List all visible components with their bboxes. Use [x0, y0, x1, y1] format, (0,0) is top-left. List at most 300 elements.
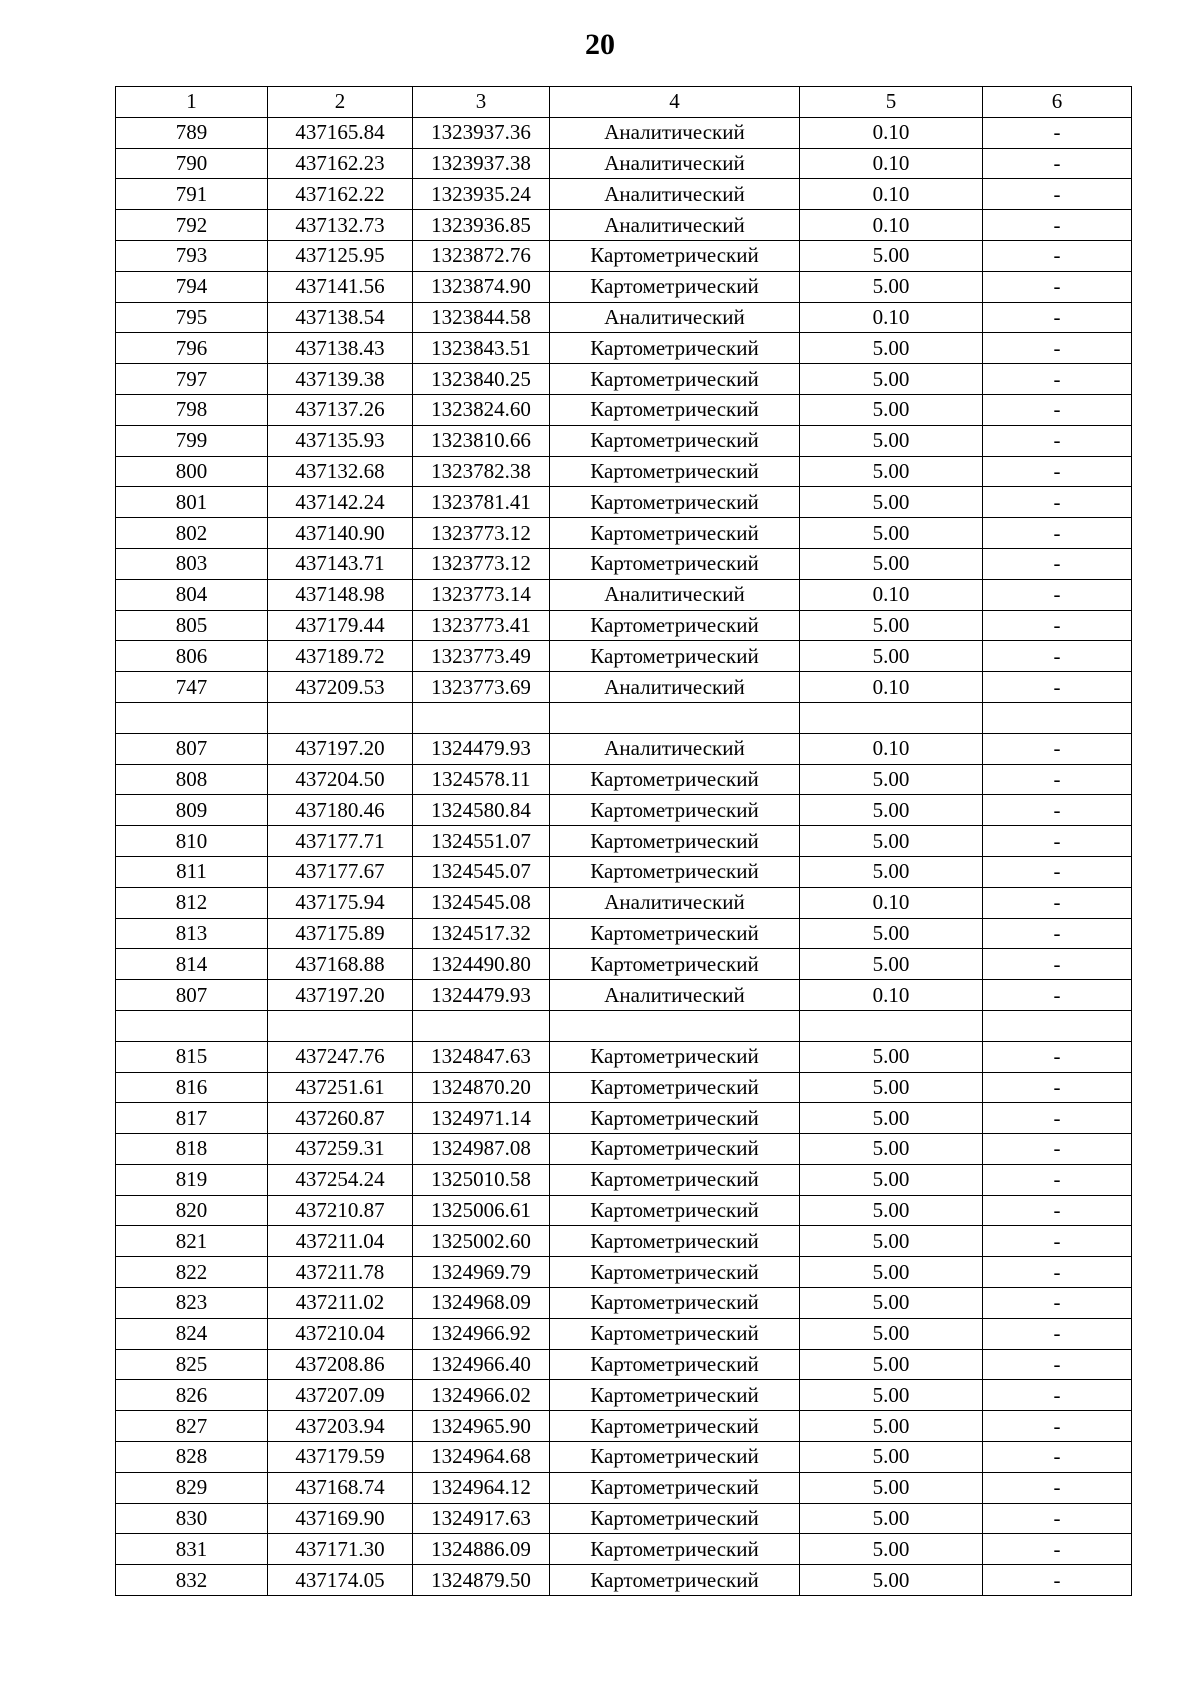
table-cell: 5.00 — [800, 333, 983, 364]
table-cell: 5.00 — [800, 1226, 983, 1257]
table-cell: 5.00 — [800, 949, 983, 980]
table-row — [116, 1010, 1132, 1041]
table-cell: 798 — [116, 394, 268, 425]
table-row — [116, 394, 1132, 425]
table-cell: 437197.20 — [268, 733, 413, 764]
table-cell: 811 — [116, 856, 268, 887]
table-cell: 801 — [116, 487, 268, 518]
table-cell: - — [983, 641, 1132, 672]
table-row — [116, 887, 1132, 918]
table-cell: Картометрический — [550, 826, 800, 857]
table-cell: 1323773.14 — [413, 579, 550, 610]
table-cell: - — [983, 425, 1132, 456]
table-cell: 5.00 — [800, 394, 983, 425]
table-cell: 5.00 — [800, 271, 983, 302]
table-cell: 813 — [116, 918, 268, 949]
table-cell: Картометрический — [550, 918, 800, 949]
table-cell: Картометрический — [550, 795, 800, 826]
table-cell: Картометрический — [550, 1534, 800, 1565]
table-cell: 1323935.24 — [413, 179, 550, 210]
table-cell — [116, 702, 268, 733]
table-cell: 823 — [116, 1288, 268, 1319]
table-cell: 793 — [116, 240, 268, 271]
table-cell: 818 — [116, 1134, 268, 1165]
table-cell: Картометрический — [550, 1134, 800, 1165]
table-cell: - — [983, 333, 1132, 364]
table-row — [116, 1195, 1132, 1226]
table-cell: 1324847.63 — [413, 1041, 550, 1072]
table-cell: 437165.84 — [268, 117, 413, 148]
table-cell: 1324964.68 — [413, 1442, 550, 1473]
table-cell: - — [983, 1534, 1132, 1565]
table-cell: 5.00 — [800, 795, 983, 826]
table-cell: 747 — [116, 672, 268, 703]
table-cell: 1324490.80 — [413, 949, 550, 980]
table-cell: Картометрический — [550, 764, 800, 795]
table-cell: 812 — [116, 887, 268, 918]
table-cell: 809 — [116, 795, 268, 826]
table-row — [116, 1349, 1132, 1380]
table-row — [116, 641, 1132, 672]
table-cell: - — [983, 1257, 1132, 1288]
table-cell: 808 — [116, 764, 268, 795]
table-cell: - — [983, 210, 1132, 241]
table-cell: 437211.02 — [268, 1288, 413, 1319]
table-row — [116, 579, 1132, 610]
table-cell: 0.10 — [800, 579, 983, 610]
column-header: 4 — [550, 87, 800, 118]
table-cell: 5.00 — [800, 364, 983, 395]
table-cell: 831 — [116, 1534, 268, 1565]
table-row — [116, 949, 1132, 980]
table-cell: - — [983, 1134, 1132, 1165]
table-cell: - — [983, 980, 1132, 1011]
page-number: 20 — [585, 28, 615, 61]
table-cell: 437171.30 — [268, 1534, 413, 1565]
table-cell: 1323810.66 — [413, 425, 550, 456]
table-row — [116, 1534, 1132, 1565]
table-cell: - — [983, 1472, 1132, 1503]
table-cell: 1324917.63 — [413, 1503, 550, 1534]
table-row — [116, 1442, 1132, 1473]
table-cell: 1324966.92 — [413, 1318, 550, 1349]
table-cell: Картометрический — [550, 1072, 800, 1103]
table-cell: 437251.61 — [268, 1072, 413, 1103]
table-cell: 1323872.76 — [413, 240, 550, 271]
table-cell: - — [983, 610, 1132, 641]
table-cell: 1324971.14 — [413, 1103, 550, 1134]
table-cell: 437175.89 — [268, 918, 413, 949]
table-cell: 832 — [116, 1565, 268, 1596]
table-cell: Картометрический — [550, 1195, 800, 1226]
table-row — [116, 333, 1132, 364]
table-cell: 5.00 — [800, 610, 983, 641]
table-cell: - — [983, 117, 1132, 148]
table-cell: 1323937.36 — [413, 117, 550, 148]
table-cell: - — [983, 579, 1132, 610]
table-cell: Картометрический — [550, 1442, 800, 1473]
table-cell: 0.10 — [800, 672, 983, 703]
table-cell: 437259.31 — [268, 1134, 413, 1165]
table-cell: 5.00 — [800, 1442, 983, 1473]
table-cell: 437148.98 — [268, 579, 413, 610]
table-cell: 437132.73 — [268, 210, 413, 241]
table-cell: - — [983, 179, 1132, 210]
table-cell: - — [983, 1288, 1132, 1319]
table-cell: Картометрический — [550, 1503, 800, 1534]
table-cell: 807 — [116, 733, 268, 764]
table-cell: Аналитический — [550, 210, 800, 241]
table-cell — [800, 1010, 983, 1041]
table-cell: - — [983, 487, 1132, 518]
table-cell: 791 — [116, 179, 268, 210]
table-cell: 1324966.40 — [413, 1349, 550, 1380]
table-row — [116, 518, 1132, 549]
table-cell: - — [983, 1503, 1132, 1534]
table-cell: 5.00 — [800, 487, 983, 518]
table-cell: Картометрический — [550, 1318, 800, 1349]
table-row — [116, 1257, 1132, 1288]
table-cell: 1324479.93 — [413, 980, 550, 1011]
table-cell: - — [983, 1442, 1132, 1473]
table-cell: 789 — [116, 117, 268, 148]
table-row — [116, 210, 1132, 241]
table-cell: - — [983, 1349, 1132, 1380]
table-cell: - — [983, 271, 1132, 302]
table-cell: 1325002.60 — [413, 1226, 550, 1257]
table-cell: 437197.20 — [268, 980, 413, 1011]
table-cell: - — [983, 949, 1132, 980]
table-cell: 1324551.07 — [413, 826, 550, 857]
table-cell: 5.00 — [800, 856, 983, 887]
table-cell: - — [983, 1411, 1132, 1442]
table-cell: 437175.94 — [268, 887, 413, 918]
table-cell: 1324969.79 — [413, 1257, 550, 1288]
table-cell: 1324517.32 — [413, 918, 550, 949]
table-cell: 5.00 — [800, 1195, 983, 1226]
column-header: 6 — [983, 87, 1132, 118]
table-cell: Картометрический — [550, 1226, 800, 1257]
table-cell: 437180.46 — [268, 795, 413, 826]
table-cell: 437143.71 — [268, 548, 413, 579]
table-cell: 1325010.58 — [413, 1164, 550, 1195]
table-cell: Картометрический — [550, 856, 800, 887]
table-cell: - — [983, 672, 1132, 703]
table-cell — [800, 702, 983, 733]
table-cell: 5.00 — [800, 1257, 983, 1288]
column-header: 2 — [268, 87, 413, 118]
table-cell: 1323936.85 — [413, 210, 550, 241]
table-body — [116, 117, 1132, 1595]
table-row — [116, 1565, 1132, 1596]
table-cell: 437142.24 — [268, 487, 413, 518]
table-cell: 5.00 — [800, 1534, 983, 1565]
table-cell — [550, 702, 800, 733]
table-cell: Аналитический — [550, 302, 800, 333]
table-cell — [550, 1010, 800, 1041]
table-cell: 437135.93 — [268, 425, 413, 456]
table-cell: - — [983, 240, 1132, 271]
table-cell: 828 — [116, 1442, 268, 1473]
table-cell: 799 — [116, 425, 268, 456]
table-cell: 5.00 — [800, 425, 983, 456]
table-cell — [413, 702, 550, 733]
table-cell — [116, 1010, 268, 1041]
table-cell: 437211.78 — [268, 1257, 413, 1288]
table-cell: - — [983, 1072, 1132, 1103]
table-row — [116, 610, 1132, 641]
table-cell — [983, 702, 1132, 733]
table-row — [116, 456, 1132, 487]
table-cell: 803 — [116, 548, 268, 579]
table-cell: 5.00 — [800, 1349, 983, 1380]
table-cell: 830 — [116, 1503, 268, 1534]
table-row — [116, 148, 1132, 179]
table-cell: Аналитический — [550, 980, 800, 1011]
table-cell: 437177.71 — [268, 826, 413, 857]
table-cell: - — [983, 456, 1132, 487]
table-cell: - — [983, 1318, 1132, 1349]
table-cell: 5.00 — [800, 641, 983, 672]
table-row — [116, 702, 1132, 733]
table-cell: - — [983, 856, 1132, 887]
table-cell: Аналитический — [550, 148, 800, 179]
table-cell: 437179.44 — [268, 610, 413, 641]
table-cell: 437208.86 — [268, 1349, 413, 1380]
table-cell: 802 — [116, 518, 268, 549]
table-cell: 829 — [116, 1472, 268, 1503]
table-cell: - — [983, 918, 1132, 949]
table-cell: - — [983, 1380, 1132, 1411]
table-cell: 5.00 — [800, 1380, 983, 1411]
table-row — [116, 271, 1132, 302]
table-cell: - — [983, 733, 1132, 764]
table-cell: Картометрический — [550, 1041, 800, 1072]
table-cell: Картометрический — [550, 641, 800, 672]
table-cell: 5.00 — [800, 1164, 983, 1195]
table-cell: 1325006.61 — [413, 1195, 550, 1226]
table-row — [116, 1134, 1132, 1165]
table-cell: 1323844.58 — [413, 302, 550, 333]
table-cell: 5.00 — [800, 518, 983, 549]
table-cell: 437177.67 — [268, 856, 413, 887]
table-cell: 5.00 — [800, 1288, 983, 1319]
table-cell: 437179.59 — [268, 1442, 413, 1473]
table-cell: Картометрический — [550, 364, 800, 395]
table-cell: 827 — [116, 1411, 268, 1442]
table-row — [116, 179, 1132, 210]
table-cell: 1324545.08 — [413, 887, 550, 918]
table-cell: Картометрический — [550, 1103, 800, 1134]
table-cell: 5.00 — [800, 1411, 983, 1442]
table-cell: - — [983, 1565, 1132, 1596]
table-cell: 5.00 — [800, 764, 983, 795]
table-cell: 814 — [116, 949, 268, 980]
table-cell: 437168.74 — [268, 1472, 413, 1503]
table-cell: Аналитический — [550, 887, 800, 918]
table-cell: - — [983, 826, 1132, 857]
table-cell: 1324966.02 — [413, 1380, 550, 1411]
header-row — [116, 87, 1132, 118]
table-cell: 1323840.25 — [413, 364, 550, 395]
table-cell: 5.00 — [800, 1503, 983, 1534]
table-cell: 1324879.50 — [413, 1565, 550, 1596]
table-cell: 437137.26 — [268, 394, 413, 425]
table-cell: Аналитический — [550, 672, 800, 703]
table-cell: 437207.09 — [268, 1380, 413, 1411]
table-cell — [413, 1010, 550, 1041]
table-cell: 437210.87 — [268, 1195, 413, 1226]
table-cell: - — [983, 548, 1132, 579]
table-cell: 820 — [116, 1195, 268, 1226]
table-row — [116, 487, 1132, 518]
table-cell: - — [983, 764, 1132, 795]
table-row — [116, 1472, 1132, 1503]
table-cell: 5.00 — [800, 1072, 983, 1103]
table-cell: 810 — [116, 826, 268, 857]
table-cell: 0.10 — [800, 980, 983, 1011]
table-cell: - — [983, 1226, 1132, 1257]
table-cell — [983, 1010, 1132, 1041]
table-cell: 1324965.90 — [413, 1411, 550, 1442]
table-cell: 0.10 — [800, 210, 983, 241]
table-cell: 5.00 — [800, 1041, 983, 1072]
table-cell: 1324479.93 — [413, 733, 550, 764]
coordinates-table — [115, 86, 1132, 1596]
table-cell: 1324870.20 — [413, 1072, 550, 1103]
table-cell: 5.00 — [800, 1318, 983, 1349]
table-cell: Аналитический — [550, 579, 800, 610]
table-cell: 0.10 — [800, 179, 983, 210]
table-cell: 825 — [116, 1349, 268, 1380]
table-row — [116, 117, 1132, 148]
table-cell: 437140.90 — [268, 518, 413, 549]
table-cell: 797 — [116, 364, 268, 395]
table-cell: Картометрический — [550, 1472, 800, 1503]
table-cell: 1323824.60 — [413, 394, 550, 425]
table-cell: 790 — [116, 148, 268, 179]
table-cell: 437210.04 — [268, 1318, 413, 1349]
table-row — [116, 672, 1132, 703]
table-row — [116, 856, 1132, 887]
table-cell: 437168.88 — [268, 949, 413, 980]
table-cell: 437203.94 — [268, 1411, 413, 1442]
table-cell: 1324886.09 — [413, 1534, 550, 1565]
table-cell: 437139.38 — [268, 364, 413, 395]
table-cell: Картометрический — [550, 1257, 800, 1288]
table-cell: 821 — [116, 1226, 268, 1257]
table-row — [116, 980, 1132, 1011]
table-cell: 0.10 — [800, 148, 983, 179]
table-cell: 5.00 — [800, 1134, 983, 1165]
table-cell: 0.10 — [800, 117, 983, 148]
table-cell: 1323937.38 — [413, 148, 550, 179]
table-cell: 1323781.41 — [413, 487, 550, 518]
table-cell: Картометрический — [550, 394, 800, 425]
table-row — [116, 302, 1132, 333]
table-cell: Картометрический — [550, 1349, 800, 1380]
table-row — [116, 1503, 1132, 1534]
table-cell: 816 — [116, 1072, 268, 1103]
table-cell: Картометрический — [550, 518, 800, 549]
table-cell: - — [983, 302, 1132, 333]
table-cell: 1323843.51 — [413, 333, 550, 364]
table-cell: 437162.23 — [268, 148, 413, 179]
table-cell: 819 — [116, 1164, 268, 1195]
table-cell: 437125.95 — [268, 240, 413, 271]
table-cell: 806 — [116, 641, 268, 672]
table-row — [116, 1318, 1132, 1349]
table-cell: Картометрический — [550, 333, 800, 364]
table-cell: 1324578.11 — [413, 764, 550, 795]
table-cell: 804 — [116, 579, 268, 610]
table-cell: 1323773.12 — [413, 518, 550, 549]
table-cell: 437247.76 — [268, 1041, 413, 1072]
table-row — [116, 1164, 1132, 1195]
table-cell: - — [983, 1103, 1132, 1134]
table-cell: - — [983, 518, 1132, 549]
table-row — [116, 826, 1132, 857]
table-row — [116, 795, 1132, 826]
table-cell: 437162.22 — [268, 179, 413, 210]
table-cell: 437138.43 — [268, 333, 413, 364]
table-cell: 437132.68 — [268, 456, 413, 487]
table-row — [116, 733, 1132, 764]
table-cell: 817 — [116, 1103, 268, 1134]
table-cell: 437254.24 — [268, 1164, 413, 1195]
table-cell: Картометрический — [550, 271, 800, 302]
table-cell: 800 — [116, 456, 268, 487]
table-cell: Картометрический — [550, 548, 800, 579]
table-cell: 1324987.08 — [413, 1134, 550, 1165]
table-cell: 1323773.12 — [413, 548, 550, 579]
table-cell: 5.00 — [800, 1565, 983, 1596]
table-cell: 5.00 — [800, 918, 983, 949]
table-cell: 824 — [116, 1318, 268, 1349]
table-cell: 437138.54 — [268, 302, 413, 333]
table-cell: 822 — [116, 1257, 268, 1288]
table-cell: 1324580.84 — [413, 795, 550, 826]
table-cell: 0.10 — [800, 733, 983, 764]
table-row — [116, 1103, 1132, 1134]
table-cell: - — [983, 364, 1132, 395]
table-row — [116, 1226, 1132, 1257]
table-cell: 5.00 — [800, 548, 983, 579]
table-cell — [268, 1010, 413, 1041]
table-row — [116, 425, 1132, 456]
table-cell: Картометрический — [550, 1411, 800, 1442]
table-cell: Картометрический — [550, 487, 800, 518]
table-row — [116, 240, 1132, 271]
table-cell: 1323874.90 — [413, 271, 550, 302]
table-cell: Картометрический — [550, 610, 800, 641]
table-cell: 5.00 — [800, 1103, 983, 1134]
table-cell: 437260.87 — [268, 1103, 413, 1134]
table-cell: 437189.72 — [268, 641, 413, 672]
table-cell: 1323773.41 — [413, 610, 550, 641]
table-cell: 807 — [116, 980, 268, 1011]
table-cell: 437169.90 — [268, 1503, 413, 1534]
table-cell: - — [983, 1164, 1132, 1195]
column-header: 5 — [800, 87, 983, 118]
table-cell: Картометрический — [550, 949, 800, 980]
table-cell: 437204.50 — [268, 764, 413, 795]
table-cell: 5.00 — [800, 826, 983, 857]
table-cell: 1323782.38 — [413, 456, 550, 487]
table-cell: Картометрический — [550, 1565, 800, 1596]
table-cell: Картометрический — [550, 425, 800, 456]
table-cell: 437174.05 — [268, 1565, 413, 1596]
